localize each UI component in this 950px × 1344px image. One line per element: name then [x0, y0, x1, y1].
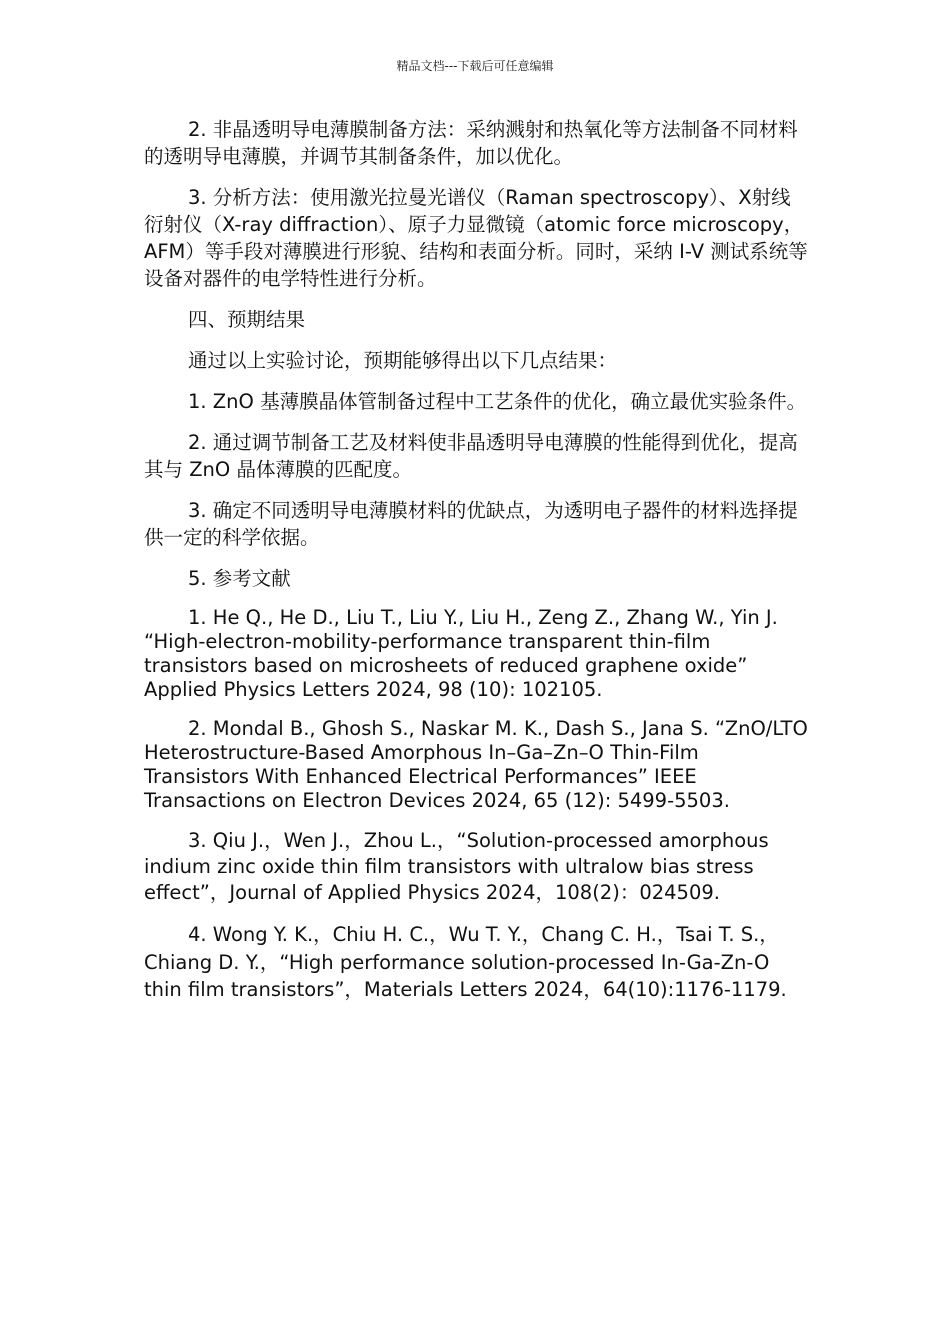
reference-item-3: 3. Qiu J.，Wen J.，Zhou L.，“Solution-processed amorphous indium zinc oxide thin film transistors with ultralow bias stress effect”，Journal of Applied Physics 2024，108(2)：024509. [144, 829, 769, 904]
result-item-2: 2. 通过调节制备工艺及材料使非晶透明导电薄膜的性能得到优化，提高其与 ZnO 晶体薄膜的匹配度。 [144, 431, 798, 481]
reference-item-1: 1. He Q., He D., Liu T., Liu Y., Liu H., Zeng Z., Zhang W., Yin J. “High-electron-mobility-performance transparent thin-film transistors based on microsheets of reduced graphene oxide” Applied Physics Letters 2024, 98 (10): 102105. [144, 606, 778, 701]
document-body [144, 116, 809, 1019]
paragraph-preparation-method: 2. 非晶透明导电薄膜制备方法：采纳溅射和热氧化等方法制备不同材料的透明导电薄膜，并调节其制备条件，加以优化。 [144, 118, 798, 168]
paragraph-analysis-method: 3. 分析方法：使用激光拉曼光谱仪（Raman spectroscopy）、X射线衍射仪（X-ray diffraction）、原子力显微镜（atomic force microscopy，AFM）等手段对薄膜进行形貌、结构和表面分析。同时，采纳 I-V 测试系统等设备对器件的电学特性进行分析。 [144, 186, 808, 290]
result-item-3: 3. 确定不同透明导电薄膜材料的优缺点，为透明电子器件的材料选择提供一定的科学依据。 [144, 499, 798, 549]
section-heading-expected-results: 四、预期结果 [188, 308, 306, 331]
result-item-1: 1. ZnO 基薄膜晶体管制备过程中工艺条件的优化，确立最优实验条件。 [188, 390, 807, 413]
reference-item-4: 4. Wong Y. K.，Chiu H. C.，Wu T. Y.，Chang C. H.，Tsai T. S.，Chiang D. Y.，“High performance solution-processed In-Ga-Zn-O thin film transistors”，Materials Letters 2024，64(10):1176-1179. [144, 923, 787, 1001]
section-heading-references: 5. 参考文献 [188, 567, 291, 590]
reference-item-2: 2. Mondal B., Ghosh S., Naskar M. K., Dash S., Jana S. “ZnO/LTO Heterostructure-Based Amorphous In–Ga–Zn–O Thin-Film Transistors With Enhanced Electrical Performances” IEEE Transactions on Electron Devices 2024, 65 (12): 5499-5503. [144, 717, 808, 812]
page-header: 精品文档---下载后可任意编辑 [396, 59, 554, 73]
paragraph-results-intro: 通过以上实验讨论，预期能够得出以下几点结果： [188, 349, 618, 372]
